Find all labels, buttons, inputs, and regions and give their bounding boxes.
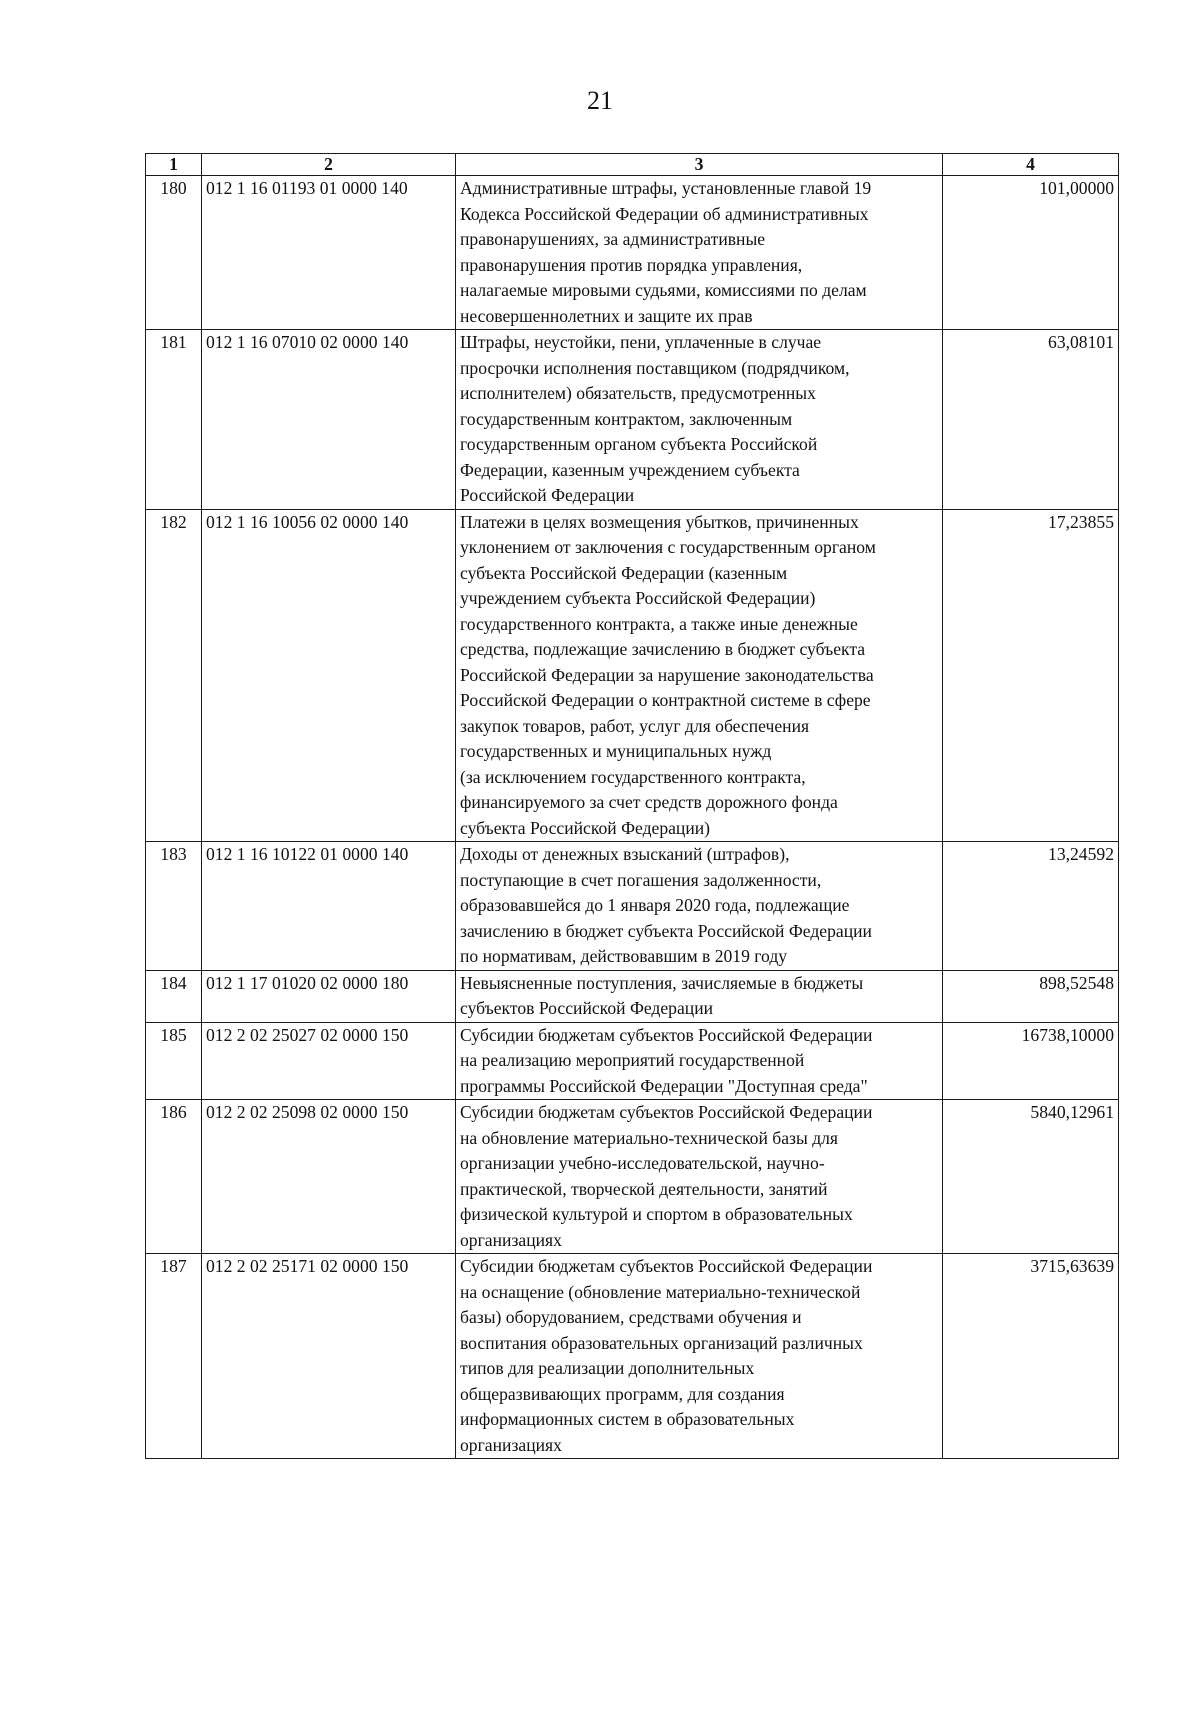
- column-header-1: 1: [146, 154, 202, 176]
- amount-value: 63,08101: [943, 330, 1119, 510]
- description-line: (за исключением государственного контракта,: [460, 766, 806, 787]
- table-row: [146, 970, 1119, 1022]
- table-row: [146, 1254, 1119, 1459]
- revenue-description: [456, 330, 943, 510]
- description-line: по нормативам, действовавшим в 2019 году: [460, 946, 788, 966]
- description-line: государственных и муниципальных нужд: [460, 741, 772, 761]
- description-line: налагаемые мировыми судьями, комиссиями по делам: [460, 280, 867, 300]
- description-line: субъектов Российской Федерации: [460, 998, 714, 1018]
- budget-code: 012 1 16 07010 02 0000 140: [202, 330, 456, 510]
- description-line: Субсидии бюджетам субъектов Российской Федерации: [460, 1256, 873, 1276]
- description-line: Российской Федерации о контрактной системе в сфере: [460, 690, 871, 710]
- description-line: зачислению в бюджет субъекта Российской Федерации: [460, 920, 872, 941]
- table-header-row: [146, 154, 1119, 176]
- description-line: базы) оборудованием, средствами обучения и: [460, 1307, 802, 1327]
- description-line: организациях: [460, 1229, 562, 1250]
- description-line: информационных систем в образовательных: [460, 1409, 795, 1429]
- row-number: 187: [146, 1254, 202, 1459]
- description-line: Административные штрафы, установленные главой 19: [460, 178, 872, 198]
- description-line: Платежи в целях возмещения убытков, причиненных: [460, 511, 859, 532]
- budget-code: 012 1 16 01193 01 0000 140: [202, 176, 456, 330]
- revenue-description: [456, 1022, 943, 1100]
- column-header-4: 4: [943, 154, 1119, 176]
- description-line: на оснащение (обновление материально-технической: [460, 1281, 861, 1302]
- amount-value: 898,52548: [943, 970, 1119, 1022]
- table-row: [146, 842, 1119, 971]
- description-line: уклонением от заключения с государственным органом: [460, 537, 876, 557]
- table-row: [146, 1022, 1119, 1100]
- row-number: 180: [146, 176, 202, 330]
- budget-code: 012 1 16 10122 01 0000 140: [202, 842, 456, 971]
- description-line: исполнителем) обязательств, предусмотренных: [460, 383, 816, 403]
- row-number: 184: [146, 970, 202, 1022]
- amount-value: 3715,63639: [943, 1254, 1119, 1459]
- description-line: государственного контракта, а также иные денежные: [460, 613, 858, 634]
- description-line: общеразвивающих программ, для создания: [460, 1383, 785, 1404]
- revenue-description: [456, 970, 943, 1022]
- description-line: программы Российской Федерации "Доступная среда": [460, 1075, 868, 1096]
- table-row: [146, 330, 1119, 510]
- description-line: несовершеннолетних и защите их прав: [460, 305, 753, 326]
- description-line: закупок товаров, работ, услуг для обеспечения: [460, 715, 810, 736]
- budget-code: 012 1 17 01020 02 0000 180: [202, 970, 456, 1022]
- budget-code: 012 2 02 25027 02 0000 150: [202, 1022, 456, 1100]
- column-header-2: 2: [202, 154, 456, 176]
- description-line: на реализацию мероприятий государственной: [460, 1050, 805, 1070]
- amount-value: 5840,12961: [943, 1100, 1119, 1254]
- description-line: организации учебно-исследовательской, научно-: [460, 1153, 825, 1173]
- description-line: образовавшейся до 1 января 2020 года, подлежащие: [460, 895, 850, 915]
- description-line: государственным органом субъекта Российской: [460, 434, 818, 454]
- page-number: 21: [587, 86, 613, 115]
- revenue-description: [456, 1100, 943, 1254]
- revenue-description: [456, 842, 943, 971]
- row-number: 181: [146, 330, 202, 510]
- revenue-description: [456, 176, 943, 330]
- amount-value: 17,23855: [943, 509, 1119, 842]
- description-line: просрочки исполнения поставщиком (подрядчиком,: [460, 357, 850, 378]
- row-number: 182: [146, 509, 202, 842]
- budget-code: 012 1 16 10056 02 0000 140: [202, 509, 456, 842]
- table-row: [146, 509, 1119, 842]
- budget-revenue-table: [145, 153, 1119, 1459]
- description-line: правонарушения против порядка управления,: [460, 254, 803, 275]
- description-line: Кодекса Российской Федерации об административных: [460, 203, 869, 224]
- description-line: воспитания образовательных организаций различных: [460, 1332, 863, 1353]
- description-line: средства, подлежащие зачислению в бюджет субъекта: [460, 639, 866, 659]
- description-line: Российской Федерации за нарушение законодательства: [460, 664, 874, 685]
- row-number: 185: [146, 1022, 202, 1100]
- row-number: 183: [146, 842, 202, 971]
- table-body: [146, 176, 1119, 1459]
- description-line: организациях: [460, 1434, 562, 1455]
- budget-code: 012 2 02 25098 02 0000 150: [202, 1100, 456, 1254]
- amount-value: 16738,10000: [943, 1022, 1119, 1100]
- description-line: Федерации, казенным учреждением субъекта: [460, 459, 800, 480]
- description-line: на обновление материально-технической базы для: [460, 1127, 839, 1148]
- description-line: типов для реализации дополнительных: [460, 1358, 755, 1378]
- description-line: Субсидии бюджетам субъектов Российской Федерации: [460, 1102, 873, 1122]
- description-line: учреждением субъекта Российской Федерации): [460, 588, 816, 608]
- description-line: правонарушениях, за административные: [460, 229, 766, 249]
- budget-code: 012 2 02 25171 02 0000 150: [202, 1254, 456, 1459]
- description-line: субъекта Российской Федерации (казенным: [460, 562, 788, 583]
- revenue-description: [456, 509, 943, 842]
- description-line: Субсидии бюджетам субъектов Российской Федерации: [460, 1024, 873, 1045]
- description-line: Штрафы, неустойки, пени, уплаченные в случае: [460, 332, 822, 352]
- row-number: 186: [146, 1100, 202, 1254]
- amount-value: 13,24592: [943, 842, 1119, 971]
- description-line: государственным контрактом, заключенным: [460, 408, 793, 429]
- description-line: Невыясненные поступления, зачисляемые в бюджеты: [460, 972, 864, 993]
- description-line: физической культурой и спортом в образовательных: [460, 1204, 853, 1224]
- description-line: практической, творческой деятельности, занятий: [460, 1178, 828, 1199]
- amount-value: 101,00000: [943, 176, 1119, 330]
- revenue-description: [456, 1254, 943, 1459]
- description-line: субъекта Российской Федерации): [460, 817, 711, 838]
- column-header-3: 3: [456, 154, 943, 176]
- description-line: поступающие в счет погашения задолженности,: [460, 869, 822, 890]
- table-row: [146, 176, 1119, 330]
- table-row: [146, 1100, 1119, 1254]
- description-line: Доходы от денежных взысканий (штрафов),: [460, 844, 790, 864]
- description-line: Российской Федерации: [460, 485, 635, 505]
- description-line: финансируемого за счет средств дорожного фонда: [460, 792, 838, 812]
